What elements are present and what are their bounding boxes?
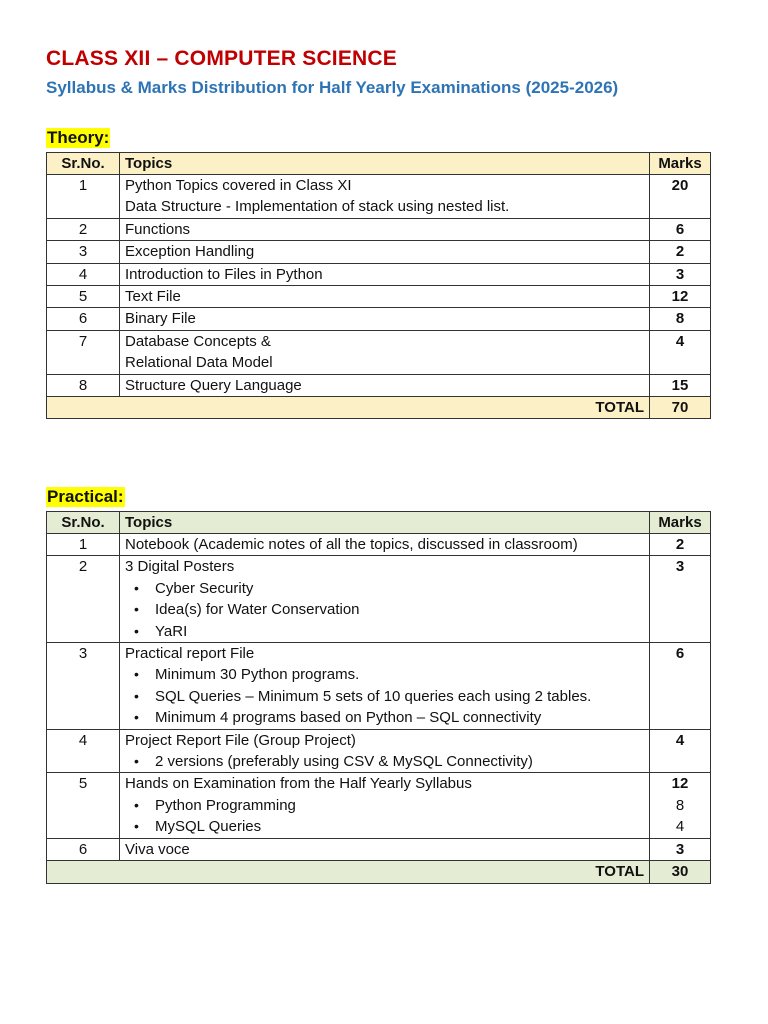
sr-no-cell: 3 bbox=[47, 241, 120, 263]
bullet-dot-icon: • bbox=[134, 666, 139, 683]
table-row bbox=[47, 241, 711, 263]
topic-cell bbox=[120, 534, 650, 556]
theory-table-body bbox=[47, 175, 711, 397]
table-row bbox=[47, 838, 711, 860]
topic-cell bbox=[120, 330, 650, 374]
sr-no-cell: 5 bbox=[47, 286, 120, 308]
table-row bbox=[47, 330, 711, 374]
theory-total-value: 70 bbox=[650, 397, 711, 419]
bullet-text: Idea(s) for Water Conservation bbox=[155, 601, 360, 619]
sr-no-header: Sr.No. bbox=[47, 153, 120, 175]
sr-no-cell: 6 bbox=[47, 308, 120, 330]
marks-cell: 4 bbox=[650, 330, 711, 374]
bullet-dot-icon: • bbox=[134, 622, 139, 639]
bullet-text: YaRI bbox=[155, 622, 188, 640]
marks-cell: 2 bbox=[650, 241, 711, 263]
bullet-dot-icon: • bbox=[134, 601, 139, 618]
bullet-text: Minimum 4 programs based on Python – SQL connectivity bbox=[155, 709, 542, 727]
topic-title: 3 Digital Posters bbox=[125, 558, 235, 576]
topic-line: Relational Data Model bbox=[125, 354, 273, 372]
practical-marks-table bbox=[46, 511, 711, 884]
list-item bbox=[125, 578, 644, 599]
practical-heading: Practical: bbox=[47, 487, 124, 506]
table-row bbox=[47, 773, 711, 838]
list-item bbox=[125, 816, 644, 837]
topic-line: Data Structure - Implementation of stack using nested list. bbox=[125, 198, 510, 216]
marks-cell bbox=[650, 556, 711, 643]
bullet-text: Cyber Security bbox=[155, 579, 254, 597]
topic-line: Structure Query Language bbox=[125, 376, 302, 394]
sr-no-cell: 4 bbox=[47, 729, 120, 773]
marks-cell: 6 bbox=[650, 218, 711, 240]
list-item bbox=[125, 599, 644, 620]
topic-cell bbox=[120, 286, 650, 308]
topic-title: Notebook (Academic notes of all the topics, discussed in classroom) bbox=[125, 536, 578, 553]
topic-title: Practical report File bbox=[125, 645, 255, 663]
list-item bbox=[125, 751, 644, 772]
bullet-dot-icon: • bbox=[134, 796, 139, 813]
bullet-dot-icon: • bbox=[134, 579, 139, 596]
sr-no-cell: 8 bbox=[47, 374, 120, 396]
page-title: CLASS XII – COMPUTER SCIENCE bbox=[46, 47, 397, 70]
topic-cell bbox=[120, 374, 650, 396]
marks-value: 2 bbox=[675, 536, 685, 553]
marks-value: 3 bbox=[675, 558, 685, 576]
bullet-text: SQL Queries – Minimum 5 sets of 10 queries each using 2 tables. bbox=[155, 687, 592, 705]
theory-total-row bbox=[47, 397, 711, 419]
theory-heading: Theory: bbox=[47, 128, 110, 147]
sr-no-cell: 7 bbox=[47, 330, 120, 374]
sr-no-header: Sr.No. bbox=[47, 512, 120, 534]
topic-line: Exception Handling bbox=[125, 243, 255, 261]
bullet-text: Python Programming bbox=[155, 796, 296, 814]
topic-cell bbox=[120, 218, 650, 240]
bullet-list bbox=[125, 795, 644, 838]
marks-cell: 8 bbox=[650, 308, 711, 330]
marks-value: 12 bbox=[671, 775, 689, 793]
list-item bbox=[125, 621, 644, 642]
topic-line: Python Topics covered in Class XI bbox=[125, 177, 352, 194]
bullet-list bbox=[125, 664, 644, 728]
marks-value: 3 bbox=[675, 840, 685, 858]
table-row bbox=[47, 374, 711, 396]
topic-cell bbox=[120, 308, 650, 330]
theory-total-label: TOTAL bbox=[47, 397, 650, 419]
sr-no-cell: 2 bbox=[47, 556, 120, 643]
marks-cell: 20 bbox=[650, 175, 711, 219]
practical-total-label: TOTAL bbox=[47, 861, 650, 883]
table-row bbox=[47, 175, 711, 219]
sub-marks-value: 8 bbox=[675, 796, 685, 814]
sr-no-cell: 5 bbox=[47, 773, 120, 838]
marks-cell bbox=[650, 729, 711, 773]
topic-title: Viva voce bbox=[125, 840, 190, 858]
topic-cell bbox=[120, 241, 650, 263]
table-row bbox=[47, 308, 711, 330]
topic-title: Project Report File (Group Project) bbox=[125, 731, 356, 749]
marks-cell bbox=[650, 534, 711, 556]
topic-cell bbox=[120, 643, 650, 730]
marks-cell bbox=[650, 838, 711, 860]
bullet-dot-icon: • bbox=[134, 753, 139, 770]
sub-marks-value: 4 bbox=[675, 818, 685, 836]
topic-line: Binary File bbox=[125, 310, 196, 328]
topic-line: Functions bbox=[125, 220, 191, 238]
sr-no-cell: 1 bbox=[47, 534, 120, 556]
bullet-dot-icon: • bbox=[134, 709, 139, 726]
topic-line: Text File bbox=[125, 288, 181, 306]
bullet-list bbox=[125, 751, 644, 772]
bullet-text: 2 versions (preferably using CSV & MySQL Connectivity) bbox=[155, 753, 533, 771]
practical-table-body bbox=[47, 534, 711, 861]
list-item bbox=[125, 707, 644, 728]
topics-header: Topics bbox=[120, 512, 650, 534]
marks-cell: 15 bbox=[650, 374, 711, 396]
table-row bbox=[47, 643, 711, 730]
practical-total-row bbox=[47, 861, 711, 883]
practical-total-value: 30 bbox=[650, 861, 711, 883]
sr-no-cell: 3 bbox=[47, 643, 120, 730]
sr-no-cell: 6 bbox=[47, 838, 120, 860]
topic-cell bbox=[120, 838, 650, 860]
topic-cell bbox=[120, 556, 650, 643]
sr-no-cell: 4 bbox=[47, 263, 120, 285]
marks-cell bbox=[650, 643, 711, 730]
table-row bbox=[47, 556, 711, 643]
bullet-list bbox=[125, 578, 644, 642]
bullet-text: MySQL Queries bbox=[155, 818, 262, 836]
marks-value: 4 bbox=[675, 731, 685, 749]
marks-cell bbox=[650, 773, 711, 838]
sr-no-cell: 2 bbox=[47, 218, 120, 240]
list-item bbox=[125, 664, 644, 685]
list-item bbox=[125, 686, 644, 707]
table-row bbox=[47, 534, 711, 556]
marks-cell: 3 bbox=[650, 263, 711, 285]
theory-marks-table bbox=[46, 152, 711, 419]
bullet-dot-icon: • bbox=[134, 687, 139, 704]
bullet-dot-icon: • bbox=[134, 818, 139, 835]
topic-cell bbox=[120, 175, 650, 219]
topic-cell bbox=[120, 729, 650, 773]
topic-line: Introduction to Files in Python bbox=[125, 265, 323, 283]
table-row bbox=[47, 729, 711, 773]
table-row bbox=[47, 218, 711, 240]
list-item bbox=[125, 795, 644, 816]
marks-cell: 12 bbox=[650, 286, 711, 308]
marks-header: Marks bbox=[650, 512, 711, 534]
topic-title: Hands on Examination from the Half Yearly Syllabus bbox=[125, 775, 472, 793]
topic-cell bbox=[120, 773, 650, 838]
page-subtitle: Syllabus & Marks Distribution for Half Yearly Examinations (2025-2026) bbox=[46, 78, 619, 97]
marks-header: Marks bbox=[650, 153, 711, 175]
table-row bbox=[47, 286, 711, 308]
topic-line: Database Concepts & bbox=[125, 332, 271, 350]
practical-header-row bbox=[47, 512, 711, 534]
topic-cell bbox=[120, 263, 650, 285]
bullet-text: Minimum 30 Python programs. bbox=[155, 666, 360, 684]
table-row bbox=[47, 263, 711, 285]
topics-header: Topics bbox=[120, 153, 650, 175]
marks-value: 6 bbox=[675, 645, 685, 663]
theory-header-row bbox=[47, 153, 711, 175]
sr-no-cell: 1 bbox=[47, 175, 120, 219]
